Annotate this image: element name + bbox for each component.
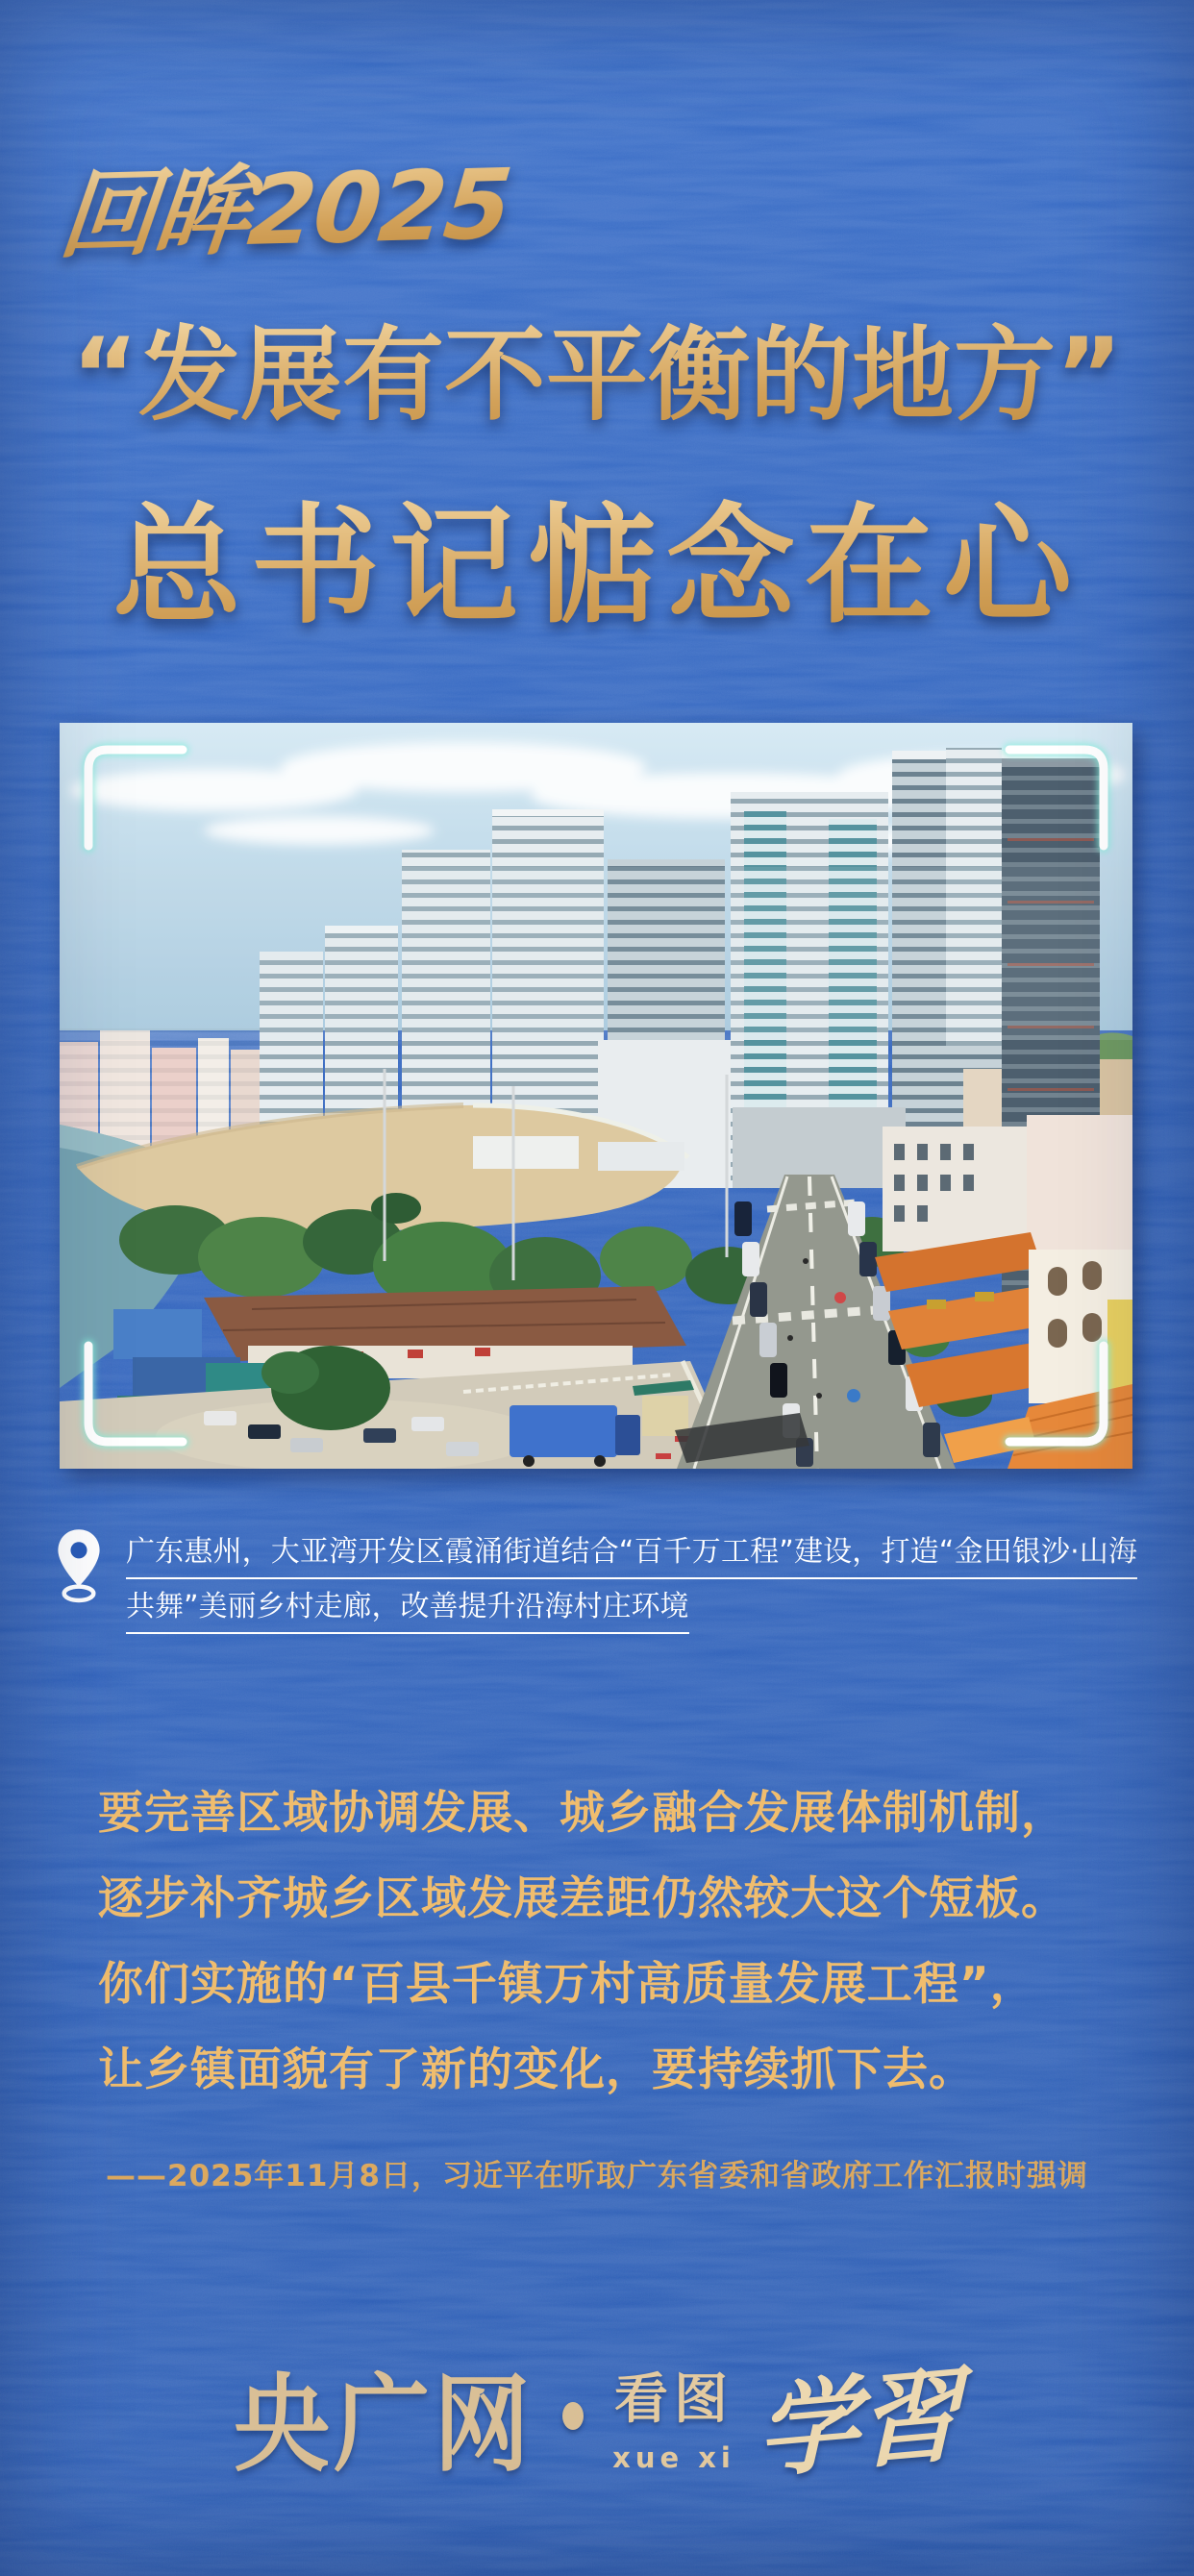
cnr-logo: 央广网 <box>234 2363 535 2487</box>
quote-block <box>98 1771 1117 2113</box>
coastal-town-photo <box>60 723 1132 1469</box>
poster-title-line1: “发展有不平衡的地方” <box>0 294 1194 440</box>
photo-caption-row <box>53 1524 1144 1634</box>
location-pin-icon <box>53 1526 105 1605</box>
xuexi-pinyin-label: xue xi <box>612 2441 735 2474</box>
footer-brand-row <box>0 2343 1194 2492</box>
photo-caption <box>126 1524 1137 1634</box>
quote-line-4: 让乡镇面貌有了新的变化，要持续抓下去。 <box>98 2043 975 2096</box>
poster-title-line2: 总书记惦念在心 <box>0 463 1194 648</box>
kantu-xuexi-block <box>612 2357 735 2474</box>
quote-line-3: 你们实施的“百县千镇万村高质量发展工程”， <box>98 1958 1036 2011</box>
xuexi-calligraphy: 学習 <box>756 2353 961 2492</box>
quote-line-2: 逐步补齐城乡区域发展差距仍然较大这个短板。 <box>98 1872 1067 1925</box>
kantu-label: 看图 <box>613 2368 734 2431</box>
viewfinder-corner-brackets <box>60 723 1132 1469</box>
quote-line-1: 要完善区域协调发展、城乡融合发展体制机制， <box>98 1787 1067 1840</box>
photo-caption-text: 广东惠州，大亚湾开发区霞涌街道结合“百千万工程”建设，打造“金田银沙·山海共舞”美丽乡村走廊，改善提升沿海村庄环境 <box>126 1535 1137 1634</box>
separator-dot-icon <box>562 2402 584 2430</box>
quote-attribution: ——2025年11月8日，习近平在听取广东省委和省政府工作汇报时强调 <box>106 2159 1088 2193</box>
series-logo-huimou-2025: 回眸2025 <box>54 127 517 277</box>
